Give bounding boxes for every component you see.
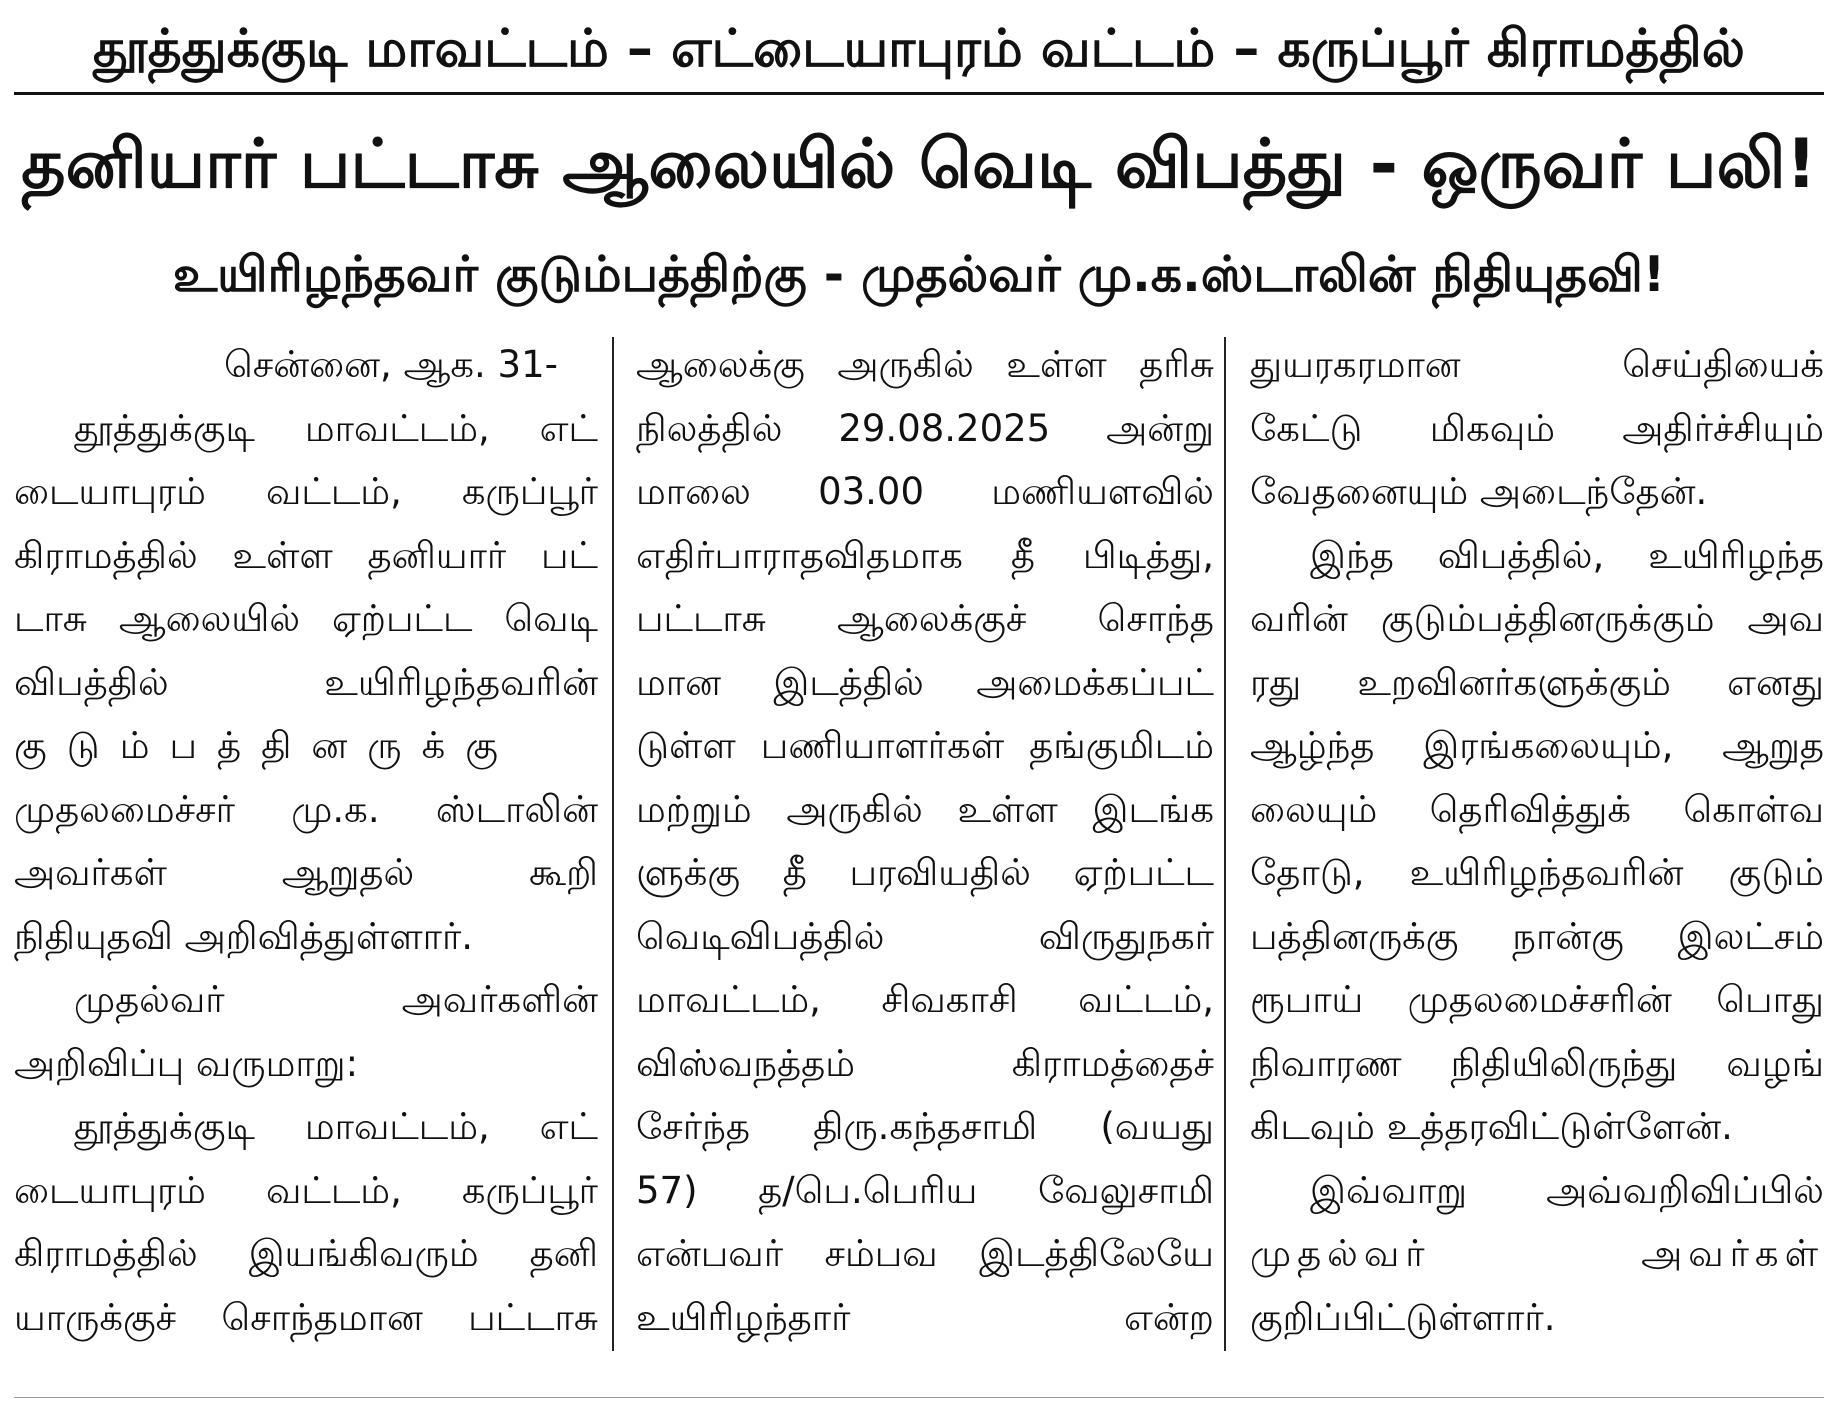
article-column-2 <box>616 333 1228 1351</box>
text-line: ஆழ்ந்த இரங்கலையும், ஆறுத <box>1250 724 1824 767</box>
text-line: துயரகரமான செய்தியைக் <box>1250 343 1824 386</box>
text-line: தோடு, உயிரிழந்தவரின் குடும் <box>1250 851 1824 894</box>
article-column-1 <box>14 333 616 1351</box>
bottom-border <box>14 1397 1824 1398</box>
text-line: கேட்டு மிகவும் அதிர்ச்சியும் <box>1250 406 1824 450</box>
text-line: மாவட்டம், சிவகாசி வட்டம், <box>636 978 1214 1021</box>
article-column-3 <box>1228 333 1824 1351</box>
text-line: ரூபாய் முதலமைச்சரின் பொது <box>1250 978 1824 1021</box>
text-line: நிலத்தில் 29.08.2025 அன்று <box>636 406 1214 450</box>
text-line: தூத்துக்குடி மாவட்டம், எட் <box>74 406 598 450</box>
text-line: 57) த/பெ.பெரிய வேலுசாமி <box>636 1168 1214 1212</box>
kicker-headline: தூத்துக்குடி மாவட்டம் – எட்டையாபுரம் வட்டம் – கருப்பூர் கிராமத்தில் <box>93 19 1745 79</box>
text-line: அவர்கள் ஆறுதல் கூறி <box>14 851 598 894</box>
kicker-underline <box>14 92 1824 95</box>
text-line: டாசு ஆலையில் ஏற்பட்ட வெடி <box>14 597 598 640</box>
text-line: அறிவிப்பு வருமாறு: <box>14 1041 359 1085</box>
text-line: சேர்ந்த திரு.கந்தசாமி (வயது <box>636 1105 1214 1148</box>
article-body <box>14 333 1824 1351</box>
text-line: தூத்துக்குடி மாவட்டம், எட் <box>74 1105 598 1148</box>
text-line: கிராமத்தில் உள்ள தனியார் பட் <box>14 533 598 577</box>
text-line: டையாபுரம் வட்டம், கருப்பூர் <box>14 1168 598 1212</box>
text-line: உயிரிழந்தார் என்ற <box>636 1295 1214 1339</box>
text-line: டையாபுரம் வட்டம், கருப்பூர் <box>14 470 598 513</box>
text-line: ஆலைக்கு அருகில் உள்ள தரிசு <box>636 343 1214 386</box>
text-line: முதல்வர் அவர்களின் <box>74 978 598 1021</box>
text-line: விஸ்வநத்தம் கிராமத்தைச் <box>636 1041 1214 1085</box>
text-line: வேதனையும் அடைந்தேன். <box>1250 470 1708 513</box>
text-line: முதலமைச்சர் மு.க. ஸ்டாலின் <box>14 787 598 831</box>
text-line: ரது உறவினர்களுக்கும் எனது <box>1250 660 1824 704</box>
text-line: கிடவும் உத்தரவிட்டுள்ளேன். <box>1250 1105 1733 1148</box>
text-line: மான இடத்தில் அமைக்கப்பட் <box>636 660 1214 704</box>
text-line: இந்த விபத்தில், உயிரிழந்த <box>1310 533 1824 577</box>
text-line: என்பவர் சம்பவ இடத்திலேயே <box>636 1232 1214 1275</box>
text-line: வரின் குடும்பத்தினருக்கும் அவ <box>1250 597 1824 640</box>
text-line: பட்டாசு ஆலைக்குச் சொந்த <box>636 597 1214 640</box>
text-line: கிராமத்தில் இயங்கிவரும் தனி <box>14 1232 598 1275</box>
text-line: வெடிவிபத்தில் விருதுநகர் <box>636 914 1214 958</box>
text-line: நிதியுதவி அறிவித்துள்ளார். <box>14 914 474 958</box>
text-line: யாருக்குச் சொந்தமான பட்டாசு <box>14 1295 598 1339</box>
dateline: சென்னை, ஆக. 31- <box>224 343 558 386</box>
text-line: முதல்வர் அவர்கள் <box>1250 1232 1824 1275</box>
text-line: ளுக்கு தீ பரவியதில் ஏற்பட்ட <box>636 851 1214 894</box>
text-line: மற்றும் அருகில் உள்ள இடங்க <box>636 787 1214 831</box>
text-line: விபத்தில் உயிரிழந்தவரின் <box>14 660 598 704</box>
text-line: மாலை 03.00 மணியளவில் <box>636 470 1214 513</box>
text-line: பத்தினருக்கு நான்கு இலட்சம் <box>1250 914 1824 958</box>
main-headline: தனியார் பட்டாசு ஆலையில் வெடி விபத்து - ஒருவர் பலி! <box>21 125 1817 204</box>
text-line: நிவாரண நிதியிலிருந்து வழங் <box>1250 1041 1824 1085</box>
sub-headline: உயிரிழந்தவர் குடும்பத்திற்கு - முதல்வர் மு.க.ஸ்டாலின் நிதியுதவி! <box>172 246 1666 303</box>
text-line: குறிப்பிட்டுள்ளார். <box>1250 1295 1556 1339</box>
text-line: லையும் தெரிவித்துக் கொள்வ <box>1250 787 1824 831</box>
text-line: டுள்ள பணியாளர்கள் தங்குமிடம் <box>636 724 1214 767</box>
text-line: எதிர்பாராதவிதமாக தீ பிடித்து, <box>636 533 1214 577</box>
text-line: இவ்வாறு அவ்வறிவிப்பில் <box>1310 1168 1824 1212</box>
text-line: குடும்பத்தினருக்கு <box>14 724 518 767</box>
